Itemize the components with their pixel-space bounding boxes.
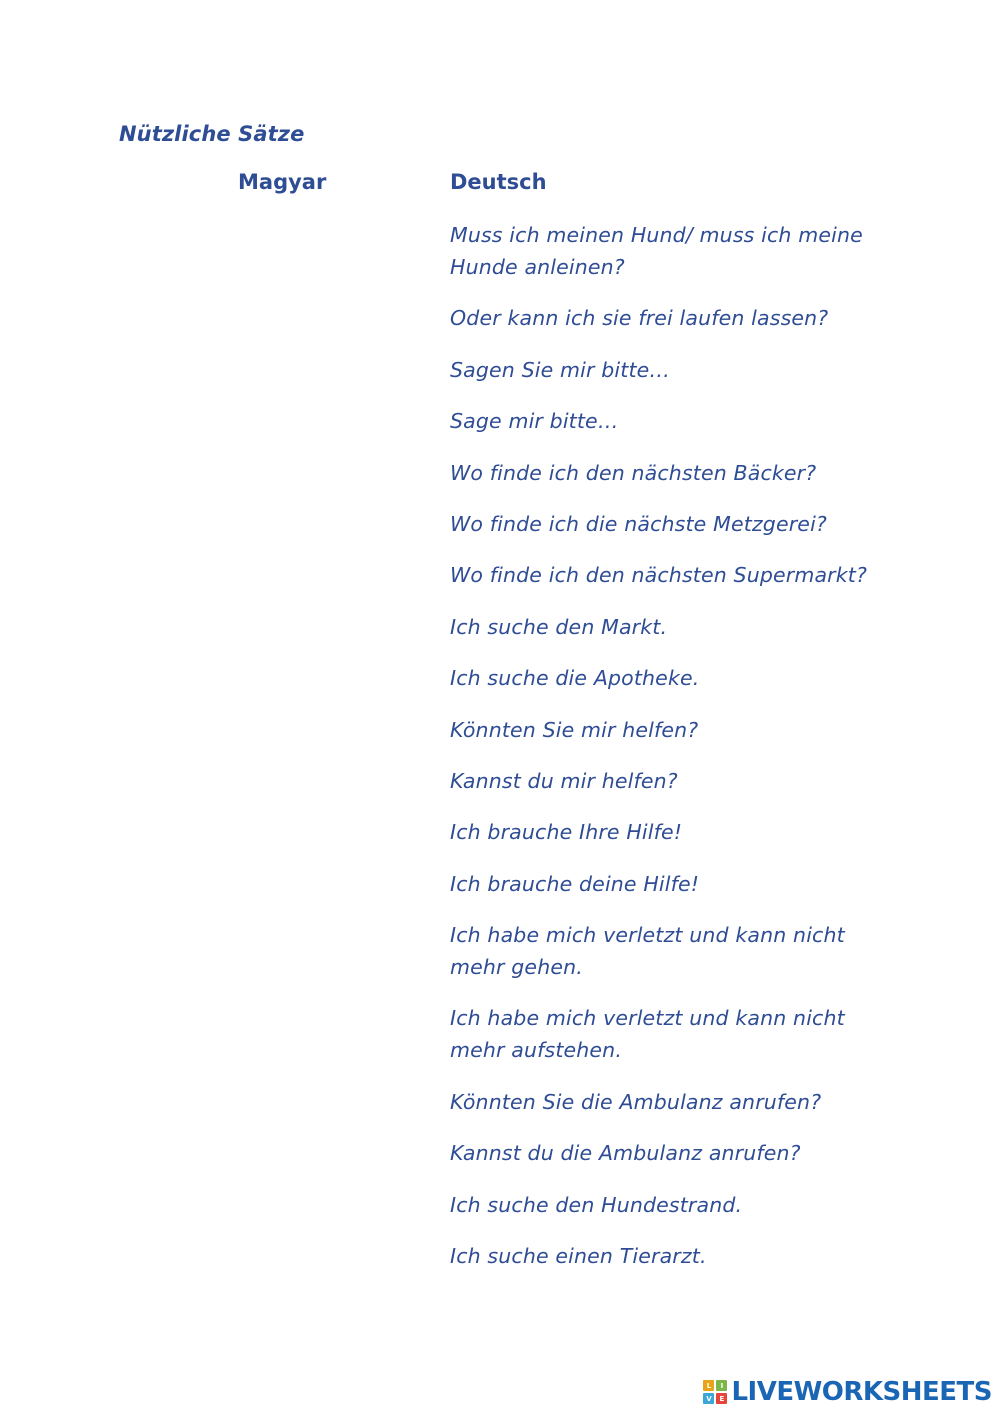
phrase-item: Ich suche einen Tierarzt. — [450, 1244, 707, 1269]
phrase-item: Sagen Sie mir bitte… — [450, 357, 671, 382]
phrase-item: Ich habe mich verletzt und kann nicht mehr gehen. — [450, 923, 845, 980]
logo-block: E — [716, 1393, 727, 1404]
logo-text: LIVEWORKSHEETS — [731, 1377, 992, 1407]
column-header-magyar: Magyar — [238, 170, 327, 194]
phrase-item: Wo finde ich den nächsten Supermarkt? — [450, 563, 868, 588]
page-title: Nützliche Sätze — [119, 122, 305, 146]
logo-block: I — [716, 1380, 727, 1391]
phrase-item: Ich brauche Ihre Hilfe! — [450, 820, 683, 845]
liveworksheets-logo — [703, 1377, 992, 1407]
phrase-item: Ich suche den Hundestrand. — [450, 1192, 743, 1217]
phrase-item: Wo finde ich den nächsten Bäcker? — [450, 460, 817, 485]
phrase-item: Ich habe mich verletzt und kann nicht mehr aufstehen. — [450, 1006, 845, 1063]
phrase-item: Ich suche den Markt. — [450, 614, 668, 639]
logo-block: L — [703, 1380, 714, 1391]
phrase-item: Wo finde ich die nächste Metzgerei? — [450, 511, 827, 536]
phrase-item: Muss ich meinen Hund/ muss ich meine Hunde anleinen? — [450, 223, 863, 279]
logo-block: V — [703, 1393, 714, 1404]
phrase-item: Ich suche die Apotheke. — [450, 666, 700, 691]
phrase-item: Kannst du mir helfen? — [450, 768, 678, 793]
logo-blocks-icon — [703, 1380, 727, 1404]
column-header-deutsch: Deutsch — [450, 170, 547, 194]
phrase-item: Könnten Sie die Ambulanz anrufen? — [450, 1089, 822, 1114]
phrase-item: Sage mir bitte… — [450, 409, 619, 434]
phrase-item: Oder kann ich sie frei laufen lassen? — [450, 306, 829, 331]
phrase-list — [450, 219, 890, 1291]
phrase-item: Kannst du die Ambulanz anrufen? — [450, 1141, 801, 1166]
phrase-item: Ich brauche deine Hilfe! — [450, 871, 700, 896]
phrase-item: Könnten Sie mir helfen? — [450, 717, 699, 742]
